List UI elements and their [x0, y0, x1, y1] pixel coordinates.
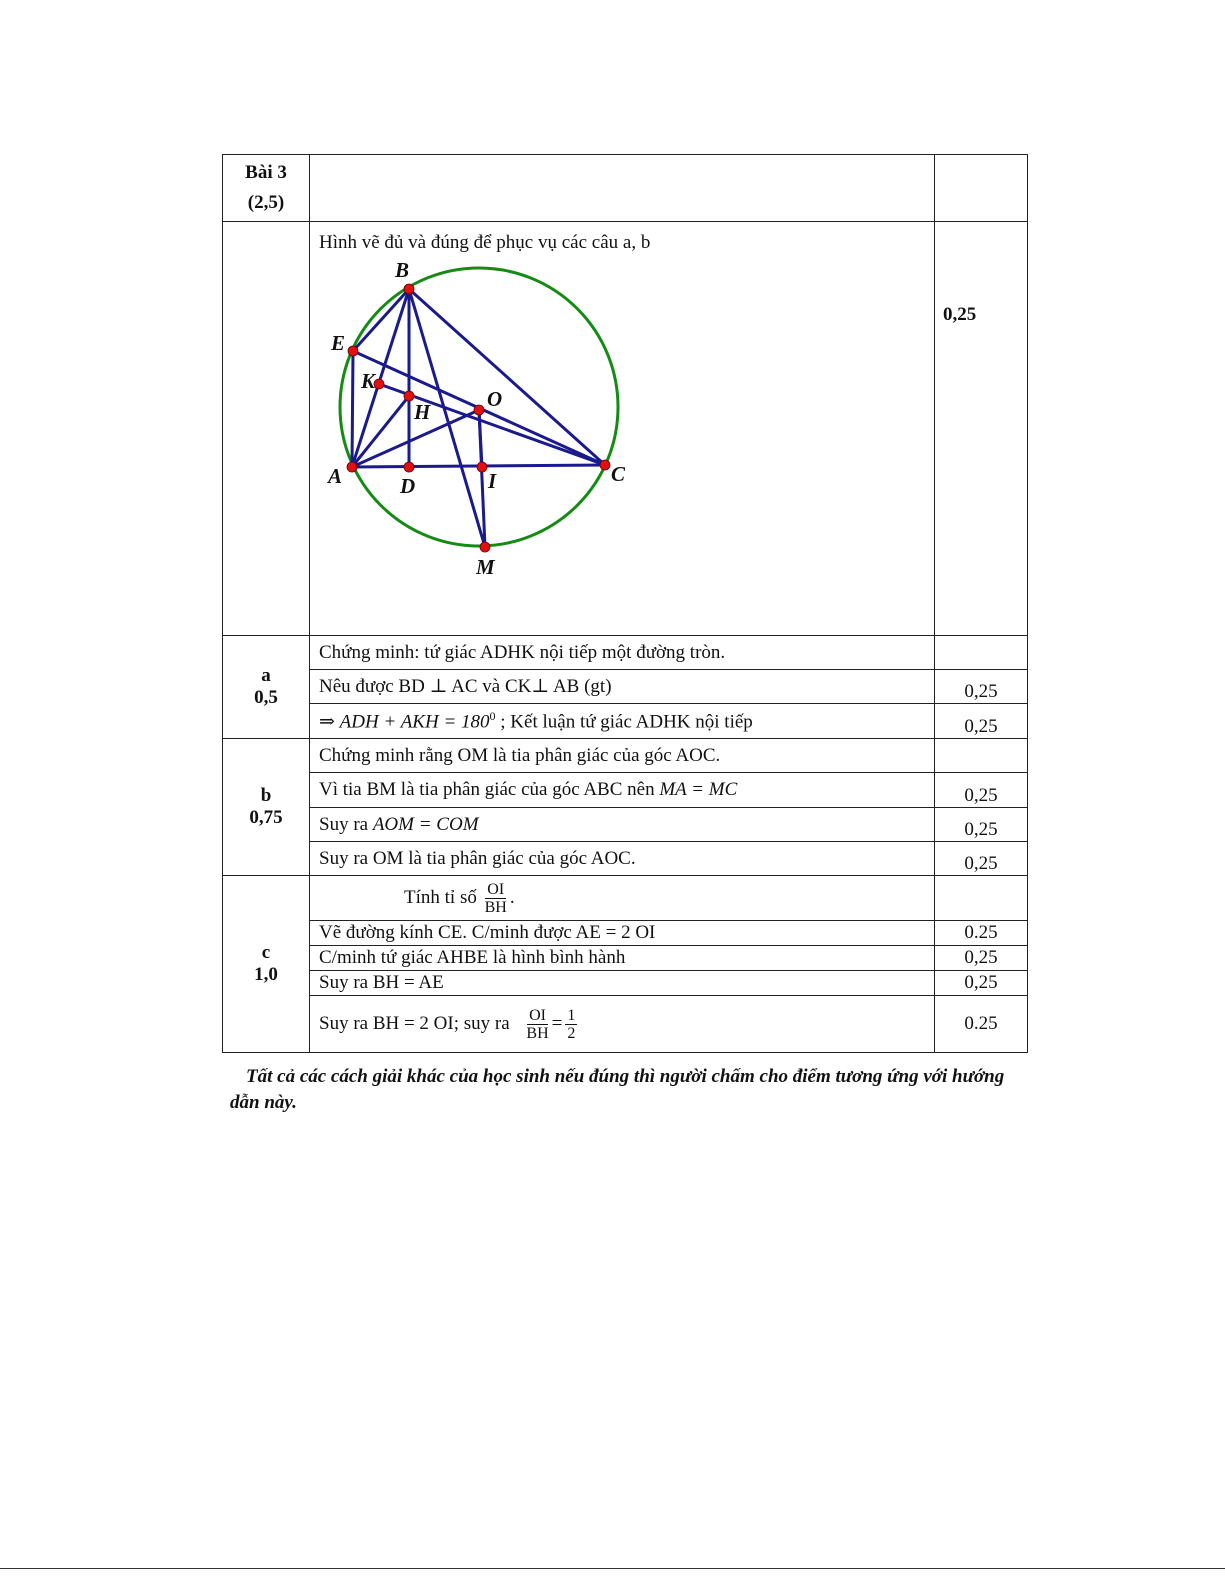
part-c-text-5: Suy ra BH = 2 OI; suy ra $\frac{OI}{BH}$ = $\frac{1}{2}$ — [319, 1006, 576, 1042]
ratio-one-half: $\frac{1}{2}$ — [567, 1006, 576, 1042]
part-c-row-2 — [223, 921, 1028, 946]
part-a-score-2: 0,25 — [935, 670, 1028, 704]
part-b-label-cell — [223, 739, 310, 876]
part-a-text-2: Nêu được BD ⊥ AC và CK⊥ AB (gt) — [319, 676, 612, 697]
header-row — [223, 155, 1028, 222]
figure-row — [223, 222, 1028, 636]
point-C — [600, 460, 610, 470]
part-b-score-3: 0,25 — [935, 808, 1028, 842]
part-b-text-3: Suy ra AOM = COM — [319, 813, 479, 835]
part-a-label: a — [261, 665, 271, 686]
part-b-points: 0,75 — [249, 807, 283, 828]
point-K — [374, 379, 384, 389]
part-c-text-2: Vẽ đường kính CE. C/minh được AE = 2 OI — [319, 922, 656, 943]
line-BC — [409, 289, 605, 465]
part-b-text-2: Vì tia BM là tia phân giác của góc ABC nên MA = MC — [319, 779, 738, 800]
label-O: O — [487, 387, 503, 411]
label-A: A — [328, 464, 343, 488]
part-b-text-1: Chứng minh rằng OM là tia phân giác của góc AOC. — [319, 744, 721, 766]
label-H: H — [414, 400, 431, 424]
point-B — [404, 284, 414, 294]
problem-points: (2,5) — [247, 192, 285, 213]
point-O — [474, 405, 484, 415]
part-c-text-1: Tính tỉ số $\frac{OI}{BH}$ . — [404, 880, 515, 916]
angle-sum-expr: ADH + AKH = 180 — [339, 711, 490, 733]
part-c-points: 1,0 — [254, 964, 278, 985]
grading-note: Tất cả các cách giải khác của học sinh nếu đúng thì người chấm cho điểm tương ứng với hướng dẫn này. — [230, 1066, 1005, 1113]
problem-header-cell — [223, 155, 310, 222]
part-b-row-2 — [223, 773, 1028, 808]
grading-table — [222, 154, 1028, 1053]
line-AE — [352, 351, 353, 467]
point-A — [347, 462, 357, 472]
part-a-row-1 — [223, 636, 1028, 670]
ratio-oi-bh-final: $\frac{OI}{BH}$ — [526, 1006, 549, 1042]
label-I: I — [488, 469, 497, 493]
part-c-row-5 — [223, 996, 1028, 1053]
aom-com-expr: AOM = COM — [372, 813, 479, 835]
part-c-label: c — [261, 942, 271, 963]
part-c-text-3: C/minh tứ giác AHBE là hình bình hành — [319, 947, 626, 968]
part-c-score-5: 0.25 — [935, 996, 1028, 1053]
figure-score: 0,25 — [943, 304, 977, 325]
label-E: E — [331, 331, 346, 355]
part-b-row-1 — [223, 739, 1028, 773]
part-b-row-4 — [223, 842, 1028, 876]
part-c-score-3: 0,25 — [935, 946, 1028, 971]
part-a-text-1: Chứng minh: tứ giác ADHK nội tiếp một đường tròn. — [319, 641, 726, 663]
part-a-score-1 — [935, 636, 1028, 670]
part-b-row-3 — [223, 808, 1028, 842]
page-bottom-rule — [0, 1568, 1225, 1569]
part-a-points: 0,5 — [254, 687, 278, 708]
part-c-label-cell — [223, 876, 310, 1053]
point-M — [480, 542, 490, 552]
triangle-lines — [352, 289, 605, 547]
part-c-row-4 — [223, 971, 1028, 996]
geometry-figure — [318, 254, 658, 614]
point-H — [404, 391, 414, 401]
problem-title: Bài 3 — [245, 162, 287, 183]
ma-mc-expr: MA = MC — [659, 779, 738, 800]
part-a-row-2 — [223, 670, 1028, 704]
part-c-score-4: 0,25 — [935, 971, 1028, 996]
line-AH — [352, 396, 409, 467]
part-a-label-cell — [223, 636, 310, 739]
line-OI — [479, 410, 482, 467]
part-a-row-3 — [223, 704, 1028, 739]
label-C: C — [611, 462, 626, 486]
part-a-score-3: 0,25 — [935, 704, 1028, 739]
part-c-score-1 — [935, 876, 1028, 921]
part-c-text-4: Suy ra BH = AE — [319, 972, 444, 993]
part-b-score-4: 0,25 — [935, 842, 1028, 876]
part-c-row-1 — [223, 876, 1028, 921]
point-D — [404, 462, 414, 472]
label-K: K — [361, 369, 376, 393]
label-D: D — [400, 474, 416, 498]
label-M: M — [476, 555, 495, 579]
part-b-text-4: Suy ra OM là tia phân giác của góc AOC. — [319, 847, 636, 869]
label-B: B — [395, 258, 410, 282]
part-c-row-3 — [223, 946, 1028, 971]
part-b-score-2: 0,25 — [935, 773, 1028, 808]
part-b-label: b — [260, 785, 272, 806]
part-b-score-1 — [935, 739, 1028, 773]
part-a-text-3: ⇒ ADH + AKH = $180^0$ ; Kết luận tứ giác ADHK nội tiếp — [319, 708, 753, 733]
figure-caption: Hình vẽ đủ và đúng để phục vụ các câu a, b — [319, 232, 651, 253]
point-E — [348, 346, 358, 356]
ratio-oi-bh: $\frac{OI}{BH}$ — [484, 880, 507, 916]
point-I — [477, 462, 487, 472]
part-c-score-2: 0.25 — [935, 921, 1028, 946]
grading-table-container — [222, 154, 1026, 1053]
